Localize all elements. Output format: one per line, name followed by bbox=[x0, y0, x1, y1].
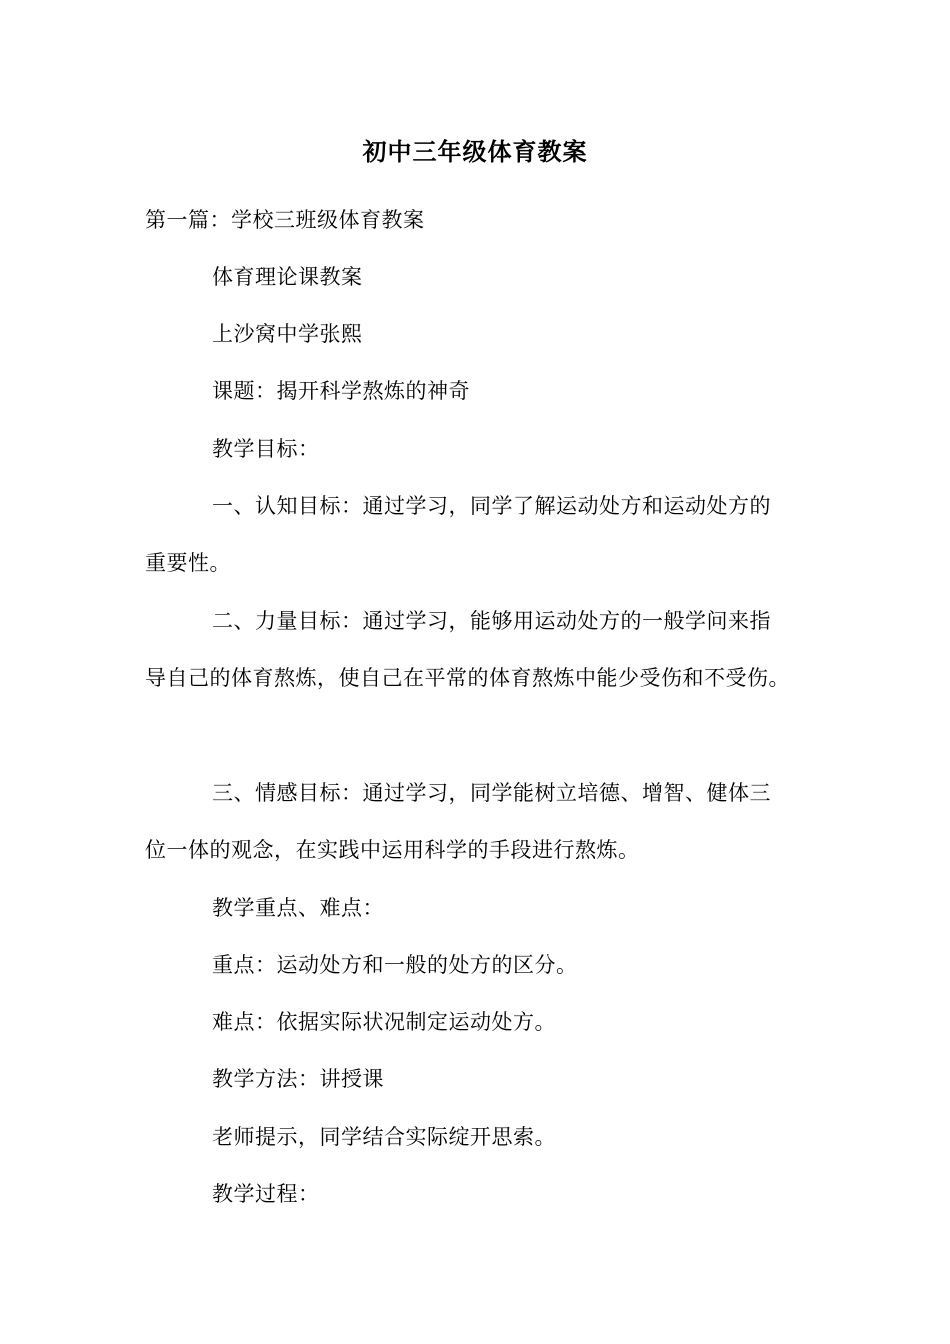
author-line: 上沙窝中学张熙 bbox=[212, 322, 363, 346]
difficult-point: 难点：依据实际状况制定运动处方。 bbox=[212, 1010, 556, 1034]
objectives-heading: 教学目标： bbox=[212, 437, 320, 461]
objective-ability-line-1: 二、力量目标：通过学习，能够用运动处方的一般学问来指 bbox=[212, 609, 771, 633]
teacher-hint: 老师提示，同学结合实际绽开思索。 bbox=[212, 1125, 556, 1149]
lesson-topic: 课题：揭开科学熬炼的神奇 bbox=[212, 379, 470, 403]
objective-ability-line-2: 导自己的体育熬炼，使自己在平常的体育熬炼中能少受伤和不受伤。 bbox=[145, 666, 790, 690]
key-point: 重点：运动处方和一般的处方的区分。 bbox=[212, 953, 578, 977]
lesson-type: 体育理论课教案 bbox=[212, 265, 363, 289]
section-heading: 第一篇：学校三班级体育教案 bbox=[145, 208, 425, 232]
objective-affective-line-1: 三、情感目标：通过学习，同学能树立培德、增智、健体三 bbox=[212, 781, 771, 805]
key-points-heading: 教学重点、难点： bbox=[212, 896, 384, 920]
process-heading: 教学过程： bbox=[212, 1182, 320, 1206]
objective-cognitive-line-2: 重要性。 bbox=[145, 551, 231, 575]
teaching-method: 教学方法：讲授课 bbox=[212, 1067, 384, 1091]
objective-affective-line-2: 位一体的观念，在实践中运用科学的手段进行熬炼。 bbox=[145, 838, 640, 862]
document-title: 初中三年级体育教案 bbox=[362, 137, 588, 166]
objective-cognitive-line-1: 一、认知目标：通过学习，同学了解运动处方和运动处方的 bbox=[212, 494, 771, 518]
